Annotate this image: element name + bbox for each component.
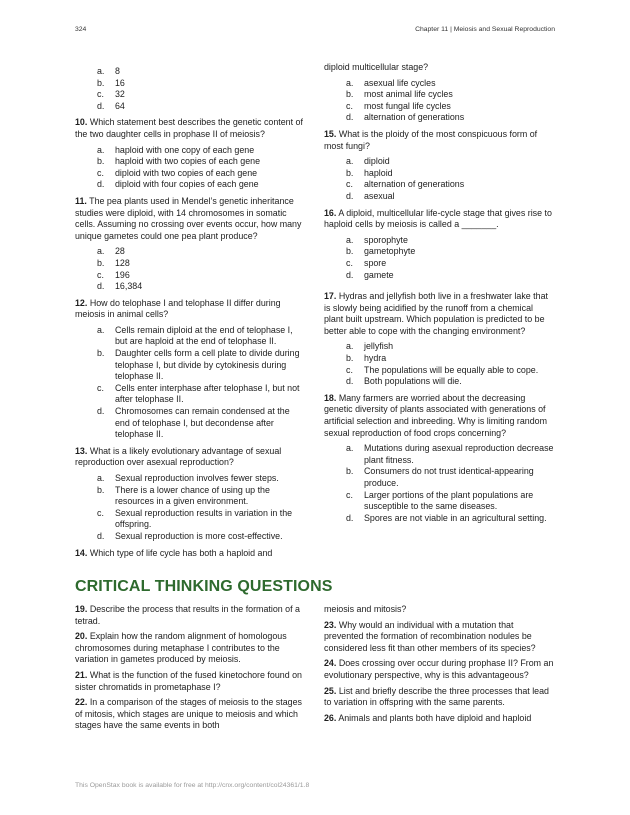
question-number: 22. [75, 697, 88, 708]
question [75, 670, 305, 693]
answer-option [75, 78, 305, 90]
option-letter: c. [346, 100, 353, 111]
review-questions-left [75, 62, 305, 563]
option-letter: a. [97, 246, 105, 257]
answer-option [324, 235, 554, 247]
question [324, 686, 554, 709]
question [324, 208, 554, 231]
question [324, 62, 554, 74]
answer-option [75, 270, 305, 282]
question [75, 196, 305, 242]
option-text: diploid with four copies of each gene [115, 179, 259, 190]
answer-options [324, 235, 554, 281]
question-text: What is a likely evolutionary advantage of sexual reproduction over asexual reproduction? [75, 445, 282, 468]
answer-options [75, 325, 305, 441]
option-letter: c. [97, 382, 104, 393]
option-text: gamete [364, 269, 394, 280]
question-text: Explain how the random alignment of homologous chromosomes during metaphase I contributes to the variation in gametes produced by meiosis. [75, 631, 287, 665]
option-letter: b. [97, 156, 105, 167]
option-text: diploid [364, 156, 390, 167]
question-text: Why would an individual with a mutation that prevented the formation of recombination nodules be considered less fit than other members of its species? [324, 619, 536, 653]
answer-option [75, 508, 305, 531]
answer-option [324, 490, 554, 513]
question-text: Which type of life cycle has both a haploid and [89, 547, 273, 558]
question-text: What is the ploidy of the most conspicuous form of most fungi? [324, 128, 538, 151]
answer-option [75, 156, 305, 168]
option-text: Larger portions of the plant populations are susceptible to the same diseases. [364, 489, 534, 512]
option-letter: d. [346, 269, 354, 280]
option-text: 28 [115, 246, 125, 257]
option-text: alternation of generations [364, 112, 465, 123]
option-letter: c. [97, 167, 104, 178]
question [75, 697, 305, 732]
answer-option [324, 89, 554, 101]
question [75, 631, 305, 666]
option-text: Mutations during asexual reproduction decrease plant fitness. [364, 443, 554, 465]
option-letter: a. [97, 66, 105, 76]
question-number: 23. [324, 619, 337, 630]
answer-option [324, 101, 554, 113]
answer-option [75, 383, 305, 406]
answer-option [324, 513, 554, 525]
answer-option [75, 101, 305, 113]
option-text: Consumers do not trust identical-appearing produce. [364, 466, 534, 488]
option-text: 128 [115, 257, 130, 268]
option-text: sporophyte [364, 234, 408, 245]
question-number: 25. [324, 685, 337, 696]
option-text: Spores are not viable in an agricultural setting. [364, 512, 547, 523]
option-letter: b. [346, 246, 354, 257]
question [324, 604, 554, 616]
question-number: 15. [324, 128, 337, 139]
answer-option [75, 473, 305, 485]
answer-option [75, 168, 305, 180]
question-number: 24. [324, 658, 337, 669]
question [75, 117, 305, 140]
answer-option [324, 270, 554, 282]
question [324, 713, 554, 725]
option-text: haploid with two copies of each gene [115, 156, 261, 167]
option-text: 32 [115, 89, 125, 100]
answer-options [324, 443, 554, 524]
option-text: Both populations will die. [364, 376, 462, 387]
answer-option [75, 246, 305, 258]
option-text: diploid with two copies of each gene [115, 167, 258, 178]
question-text: Which statement best describes the genetic content of the two daughter cells in prophase II of meiosis? [75, 117, 303, 139]
option-text: gametophyte [364, 246, 416, 257]
option-letter: a. [346, 77, 354, 88]
answer-option [324, 365, 554, 377]
question-number: 26. [324, 712, 337, 723]
question-number: 13. [75, 445, 88, 456]
answer-options [324, 78, 554, 124]
answer-option [75, 66, 305, 78]
option-letter: d. [346, 512, 354, 523]
option-letter: c. [346, 257, 353, 268]
option-letter: b. [97, 348, 105, 359]
option-text: 16 [115, 77, 125, 88]
answer-options [75, 246, 305, 292]
option-text: 196 [115, 269, 130, 280]
option-text: alternation of generations [364, 179, 465, 190]
option-letter: d. [97, 530, 105, 541]
review-questions-right [324, 62, 554, 529]
question-text: What is the function of the fused kinetochore found on sister chromatids in prometaphase I? [75, 669, 302, 692]
question [324, 393, 554, 439]
question-text: Many farmers are worried about the decreasing genetic diversity of plants associated with generations of artificial selection and inbreeding. Why is limiting random sexual reproduction of food crops concerning? [324, 392, 547, 438]
question [324, 658, 554, 681]
question-number: 20. [75, 631, 88, 642]
answer-option [75, 258, 305, 270]
option-letter: d. [97, 406, 105, 417]
option-letter: b. [346, 466, 354, 477]
option-text: asexual [364, 190, 395, 201]
option-letter: d. [97, 281, 105, 292]
answer-options [324, 341, 554, 387]
answer-option [324, 78, 554, 90]
option-text: jellyfish [364, 341, 394, 352]
option-letter: d. [346, 190, 354, 201]
option-text: The populations will be equally able to cope. [364, 364, 539, 375]
option-text: haploid [364, 167, 393, 178]
option-text: Sexual reproduction involves fewer steps. [115, 473, 279, 483]
question-number: 19. [75, 604, 88, 614]
option-text: most fungal life cycles [364, 100, 451, 111]
option-letter: a. [346, 443, 354, 454]
option-letter: c. [346, 179, 353, 190]
option-letter: d. [346, 112, 354, 123]
option-letter: c. [346, 489, 353, 500]
chapter-header: Chapter 11 | Meiosis and Sexual Reproduction [415, 26, 555, 33]
question [324, 291, 554, 337]
question-text: Does crossing over occur during prophase II? From an evolutionary perspective, why is this advantageous? [324, 658, 554, 680]
question-text: List and briefly describe the three processes that lead to variation in offspring with the same parents. [324, 685, 549, 708]
answer-options [75, 145, 305, 191]
option-letter: b. [346, 167, 354, 178]
question-number: 21. [75, 669, 88, 680]
question-text: meiosis and mitosis? [324, 604, 407, 614]
option-text: Sexual reproduction is more cost-effective. [115, 530, 283, 541]
option-letter: c. [97, 269, 104, 280]
option-letter: b. [97, 257, 105, 268]
option-letter: a. [97, 324, 105, 335]
option-text: Daughter cells form a cell plate to divide during telophase I, but divide by cytokinesis during telophase II. [115, 348, 300, 382]
critical-questions-right [324, 604, 554, 728]
answer-option [75, 281, 305, 293]
option-letter: b. [97, 77, 105, 88]
option-text: hydra [364, 353, 387, 364]
question [75, 604, 305, 627]
question-text: In a comparison of the stages of meiosis to the stages of mitosis, which stages are unique to meiosis and which stages have the same events in both [75, 697, 302, 731]
option-letter: c. [97, 89, 104, 100]
question-text: Hydras and jellyfish both live in a freshwater lake that is slowly being acidified by the runoff from a chemical plant built upstream. Which population is predicted to be better able to cope with the changing environment? [324, 291, 548, 336]
answer-option [324, 112, 554, 124]
option-text: There is a lower chance of using up the resources in a given environment. [115, 484, 270, 507]
answer-option [324, 191, 554, 203]
answer-option [75, 89, 305, 101]
question-number: 10. [75, 117, 88, 128]
option-letter: b. [346, 89, 354, 100]
option-letter: b. [346, 353, 354, 364]
question-number: 18. [324, 392, 337, 403]
option-letter: d. [97, 100, 105, 111]
answer-option [75, 348, 305, 383]
option-text: haploid with one copy of each gene [115, 144, 255, 155]
answer-option [324, 341, 554, 353]
answer-option [75, 325, 305, 348]
option-text: Chromosomes can remain condensed at the end of telophase I, but decondense after telophase II. [115, 406, 290, 440]
option-text: Cells enter interphase after telophase I, but not after telophase II. [115, 382, 300, 405]
answer-options [324, 156, 554, 202]
option-letter: a. [346, 341, 354, 352]
option-text: spore [364, 257, 387, 268]
option-text: most animal life cycles [364, 89, 453, 100]
section-title-critical-thinking: CRITICAL THINKING QUESTIONS [75, 578, 333, 595]
question [75, 548, 305, 560]
option-letter: a. [97, 473, 105, 483]
answer-option [75, 485, 305, 508]
answer-option [324, 246, 554, 258]
answer-option [324, 466, 554, 489]
option-letter: a. [97, 144, 105, 155]
option-letter: d. [346, 376, 354, 387]
footer-availability-note: This OpenStax book is available for free at http://cnx.org/content/col24361/1.8 [75, 782, 310, 789]
question-text: Animals and plants both have diploid and haploid [338, 712, 532, 723]
answer-option [75, 179, 305, 191]
question-number: 16. [324, 207, 337, 218]
answer-options [75, 66, 305, 112]
question-text: The pea plants used in Mendel’s genetic inheritance studies were diploid, with 14 chromosomes in somatic cells. Assuming no crossing over events occur, how many unique gametes could one pea plant produce? [75, 195, 302, 241]
option-letter: b. [97, 484, 105, 495]
question-text: A diploid, multicellular life-cycle stage that gives rise to haploid cells by meiosis is called a _______. [324, 207, 552, 230]
question [324, 129, 554, 152]
answer-option [75, 145, 305, 157]
option-text: Sexual reproduction results in variation in the offspring. [115, 507, 293, 530]
option-letter: a. [346, 234, 354, 245]
question-number: 12. [75, 297, 88, 308]
answer-options [75, 473, 305, 543]
answer-option [324, 156, 554, 168]
question [75, 298, 305, 321]
option-text: Cells remain diploid at the end of telophase I, but are haploid at the end of telophase II. [115, 324, 293, 347]
option-letter: a. [346, 156, 354, 167]
option-text: 64 [115, 100, 125, 111]
page-number: 324 [75, 26, 87, 33]
option-letter: c. [346, 364, 353, 375]
option-text: 8 [115, 66, 120, 76]
question-text: How do telophase I and telophase II differ during meiosis in animal cells? [75, 297, 281, 320]
option-text: 16,384 [115, 281, 143, 292]
answer-option [75, 531, 305, 543]
question-number: 14. [75, 547, 88, 558]
option-text: asexual life cycles [364, 77, 436, 88]
question [324, 620, 554, 655]
answer-option [324, 179, 554, 191]
question-text: diploid multicellular stage? [324, 62, 429, 72]
answer-option [75, 406, 305, 441]
answer-option [324, 376, 554, 388]
question-text: Describe the process that results in the formation of a tetrad. [75, 604, 300, 626]
question-number: 17. [324, 291, 337, 302]
option-letter: d. [97, 179, 105, 190]
critical-questions-left [75, 604, 305, 736]
answer-option [324, 168, 554, 180]
question-number: 11. [75, 195, 87, 206]
answer-option [324, 353, 554, 365]
answer-option [324, 443, 554, 466]
option-letter: c. [97, 507, 104, 518]
answer-option [324, 258, 554, 270]
question [75, 446, 305, 469]
